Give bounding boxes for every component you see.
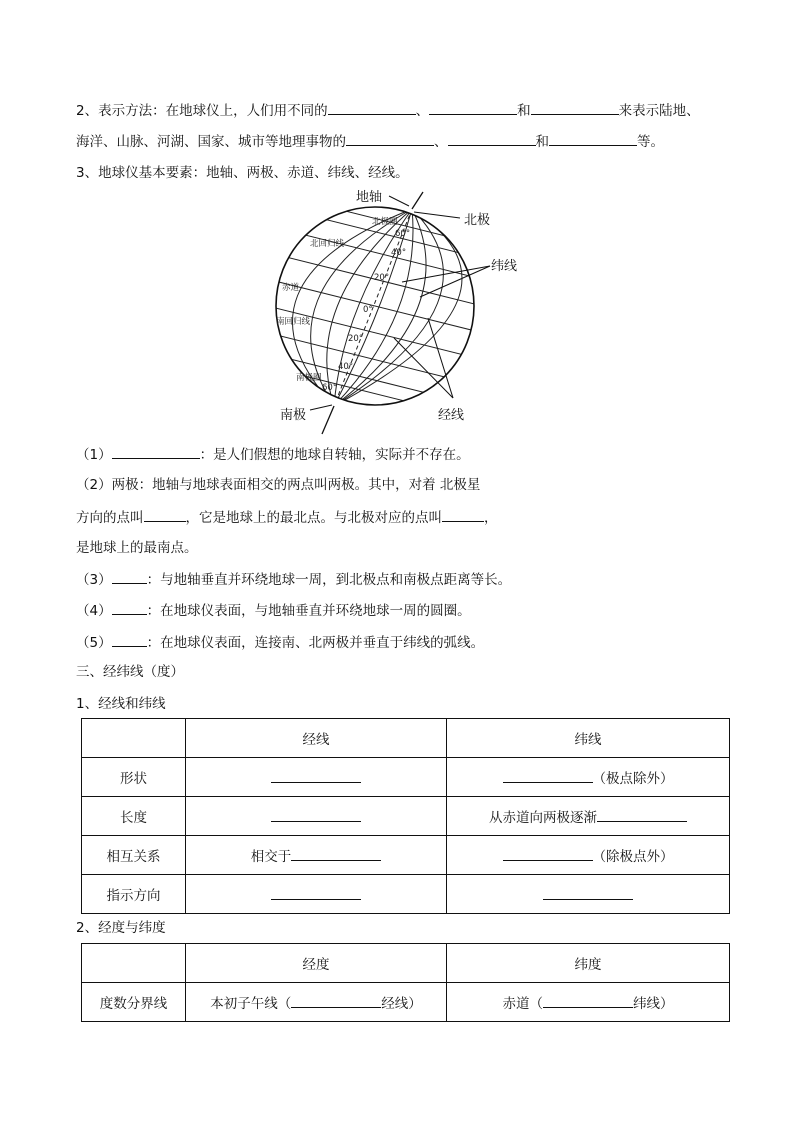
fill-blank[interactable] [531, 100, 619, 115]
question-1: （1） ：是人们假想的地球自转轴，实际并不存在。 [76, 444, 470, 465]
table-cell [447, 875, 730, 914]
axis-line [412, 192, 423, 209]
subsection-1-title: 1、经线和纬线 [76, 696, 166, 712]
table-cell: 赤道（ 纬线） [447, 983, 730, 1022]
table-cell: 相交于 [186, 836, 447, 875]
table-longitude-latitude-lines [81, 718, 730, 914]
fill-blank[interactable] [328, 100, 416, 115]
table-cell [186, 758, 447, 797]
label-axis: 地轴 [356, 190, 383, 205]
table-cell: 从赤道向两极逐渐 [447, 797, 730, 836]
fill-blank[interactable] [543, 885, 633, 900]
row-label-boundary: 度数分界线 [82, 983, 186, 1022]
fill-blank[interactable] [271, 885, 361, 900]
table-longitude-latitude-degrees [81, 943, 730, 1022]
table-header: 经线 [186, 719, 447, 758]
section-3-title: 三、经纬线（度） [76, 664, 184, 680]
question-2-line-3: 是地球上的最南点。 [76, 540, 198, 556]
row-label-shape: 形状 [82, 758, 186, 797]
fill-blank[interactable] [271, 807, 361, 822]
fill-blank[interactable] [112, 632, 147, 647]
method-line-2: 海洋、山脉、河湖、国家、城市等地理事物的 、 和 等。 [76, 131, 664, 152]
fill-blank[interactable] [503, 768, 593, 783]
longitude-line [334, 209, 443, 406]
method-line-1: 2、表示方法：在地球仪上，人们用不同的 、 和 来表示陆地、 [76, 100, 700, 121]
fill-blank[interactable] [543, 993, 633, 1008]
table-cell [186, 875, 447, 914]
fill-blank[interactable] [291, 993, 381, 1008]
fill-blank[interactable] [112, 569, 147, 584]
label-north-pole: 北极 [464, 213, 491, 228]
question-2-line-1: （2）两极：地轴与地球表面相交的两点叫两极。其中，对着 北极星 [76, 477, 481, 493]
row-label-relation: 相互关系 [82, 836, 186, 875]
label-lat: 20° [374, 273, 390, 283]
globe-diagram [262, 184, 532, 439]
label-lat: 60° [322, 383, 338, 393]
table-header [82, 719, 186, 758]
question-3: （3） ：与地轴垂直并环绕地球一周，到北极点和南极点距离等长。 [76, 569, 511, 590]
label-lat: 20° [348, 334, 364, 344]
label-tropic-cancer: 北回归线 [310, 239, 345, 249]
axis-line [322, 406, 334, 434]
fill-blank[interactable] [503, 846, 593, 861]
label-antarctic-circle: 南极圈 [296, 373, 322, 383]
subsection-2-title: 2、经度与纬度 [76, 920, 166, 936]
fill-blank[interactable] [549, 131, 637, 146]
label-south-pole: 南极 [280, 408, 307, 423]
table-cell: （极点除外） [447, 758, 730, 797]
table-header: 经度 [186, 944, 447, 983]
label-lat: 40° [391, 248, 407, 258]
fill-blank[interactable] [429, 100, 517, 115]
fill-blank[interactable] [144, 507, 186, 522]
table-header [82, 944, 186, 983]
table-cell [186, 797, 447, 836]
fill-blank[interactable] [112, 444, 200, 459]
question-5: （5） ：在地球仪表面，连接南、北两极并垂直于纬线的弧线。 [76, 632, 484, 653]
table-header: 纬线 [447, 719, 730, 758]
label-arctic-circle: 北极圈 [372, 217, 398, 227]
label-equator: 赤道 [282, 283, 300, 293]
fill-blank[interactable] [291, 846, 381, 861]
table-cell: 本初子午线（ 经线） [186, 983, 447, 1022]
table-header: 纬度 [447, 944, 730, 983]
row-label-length: 长度 [82, 797, 186, 836]
label-latitude-line: 纬线 [491, 259, 518, 274]
fill-blank[interactable] [112, 600, 147, 615]
fill-blank[interactable] [442, 507, 484, 522]
fill-blank[interactable] [448, 131, 536, 146]
fill-blank[interactable] [346, 131, 434, 146]
fill-blank[interactable] [271, 768, 361, 783]
label-longitude-line: 经线 [438, 408, 465, 423]
label-lat: 60° [395, 229, 411, 239]
table-cell: （除极点外） [447, 836, 730, 875]
fill-blank[interactable] [597, 807, 687, 822]
question-2-line-2: 方向的点叫 ，它是地球上的最北点。与北极对应的点叫 ， [76, 507, 498, 528]
question-4: （4） ：在地球仪表面，与地轴垂直并环绕地球一周的圆圈。 [76, 600, 471, 621]
label-lat: 0° [363, 305, 373, 315]
elements-line: 3、地球仪基本要素：地轴、两极、赤道、纬线、经线。 [76, 165, 409, 181]
row-label-direction: 指示方向 [82, 875, 186, 914]
label-tropic-capricorn: 南回归线 [276, 317, 311, 327]
label-lat: 40° [338, 362, 354, 372]
